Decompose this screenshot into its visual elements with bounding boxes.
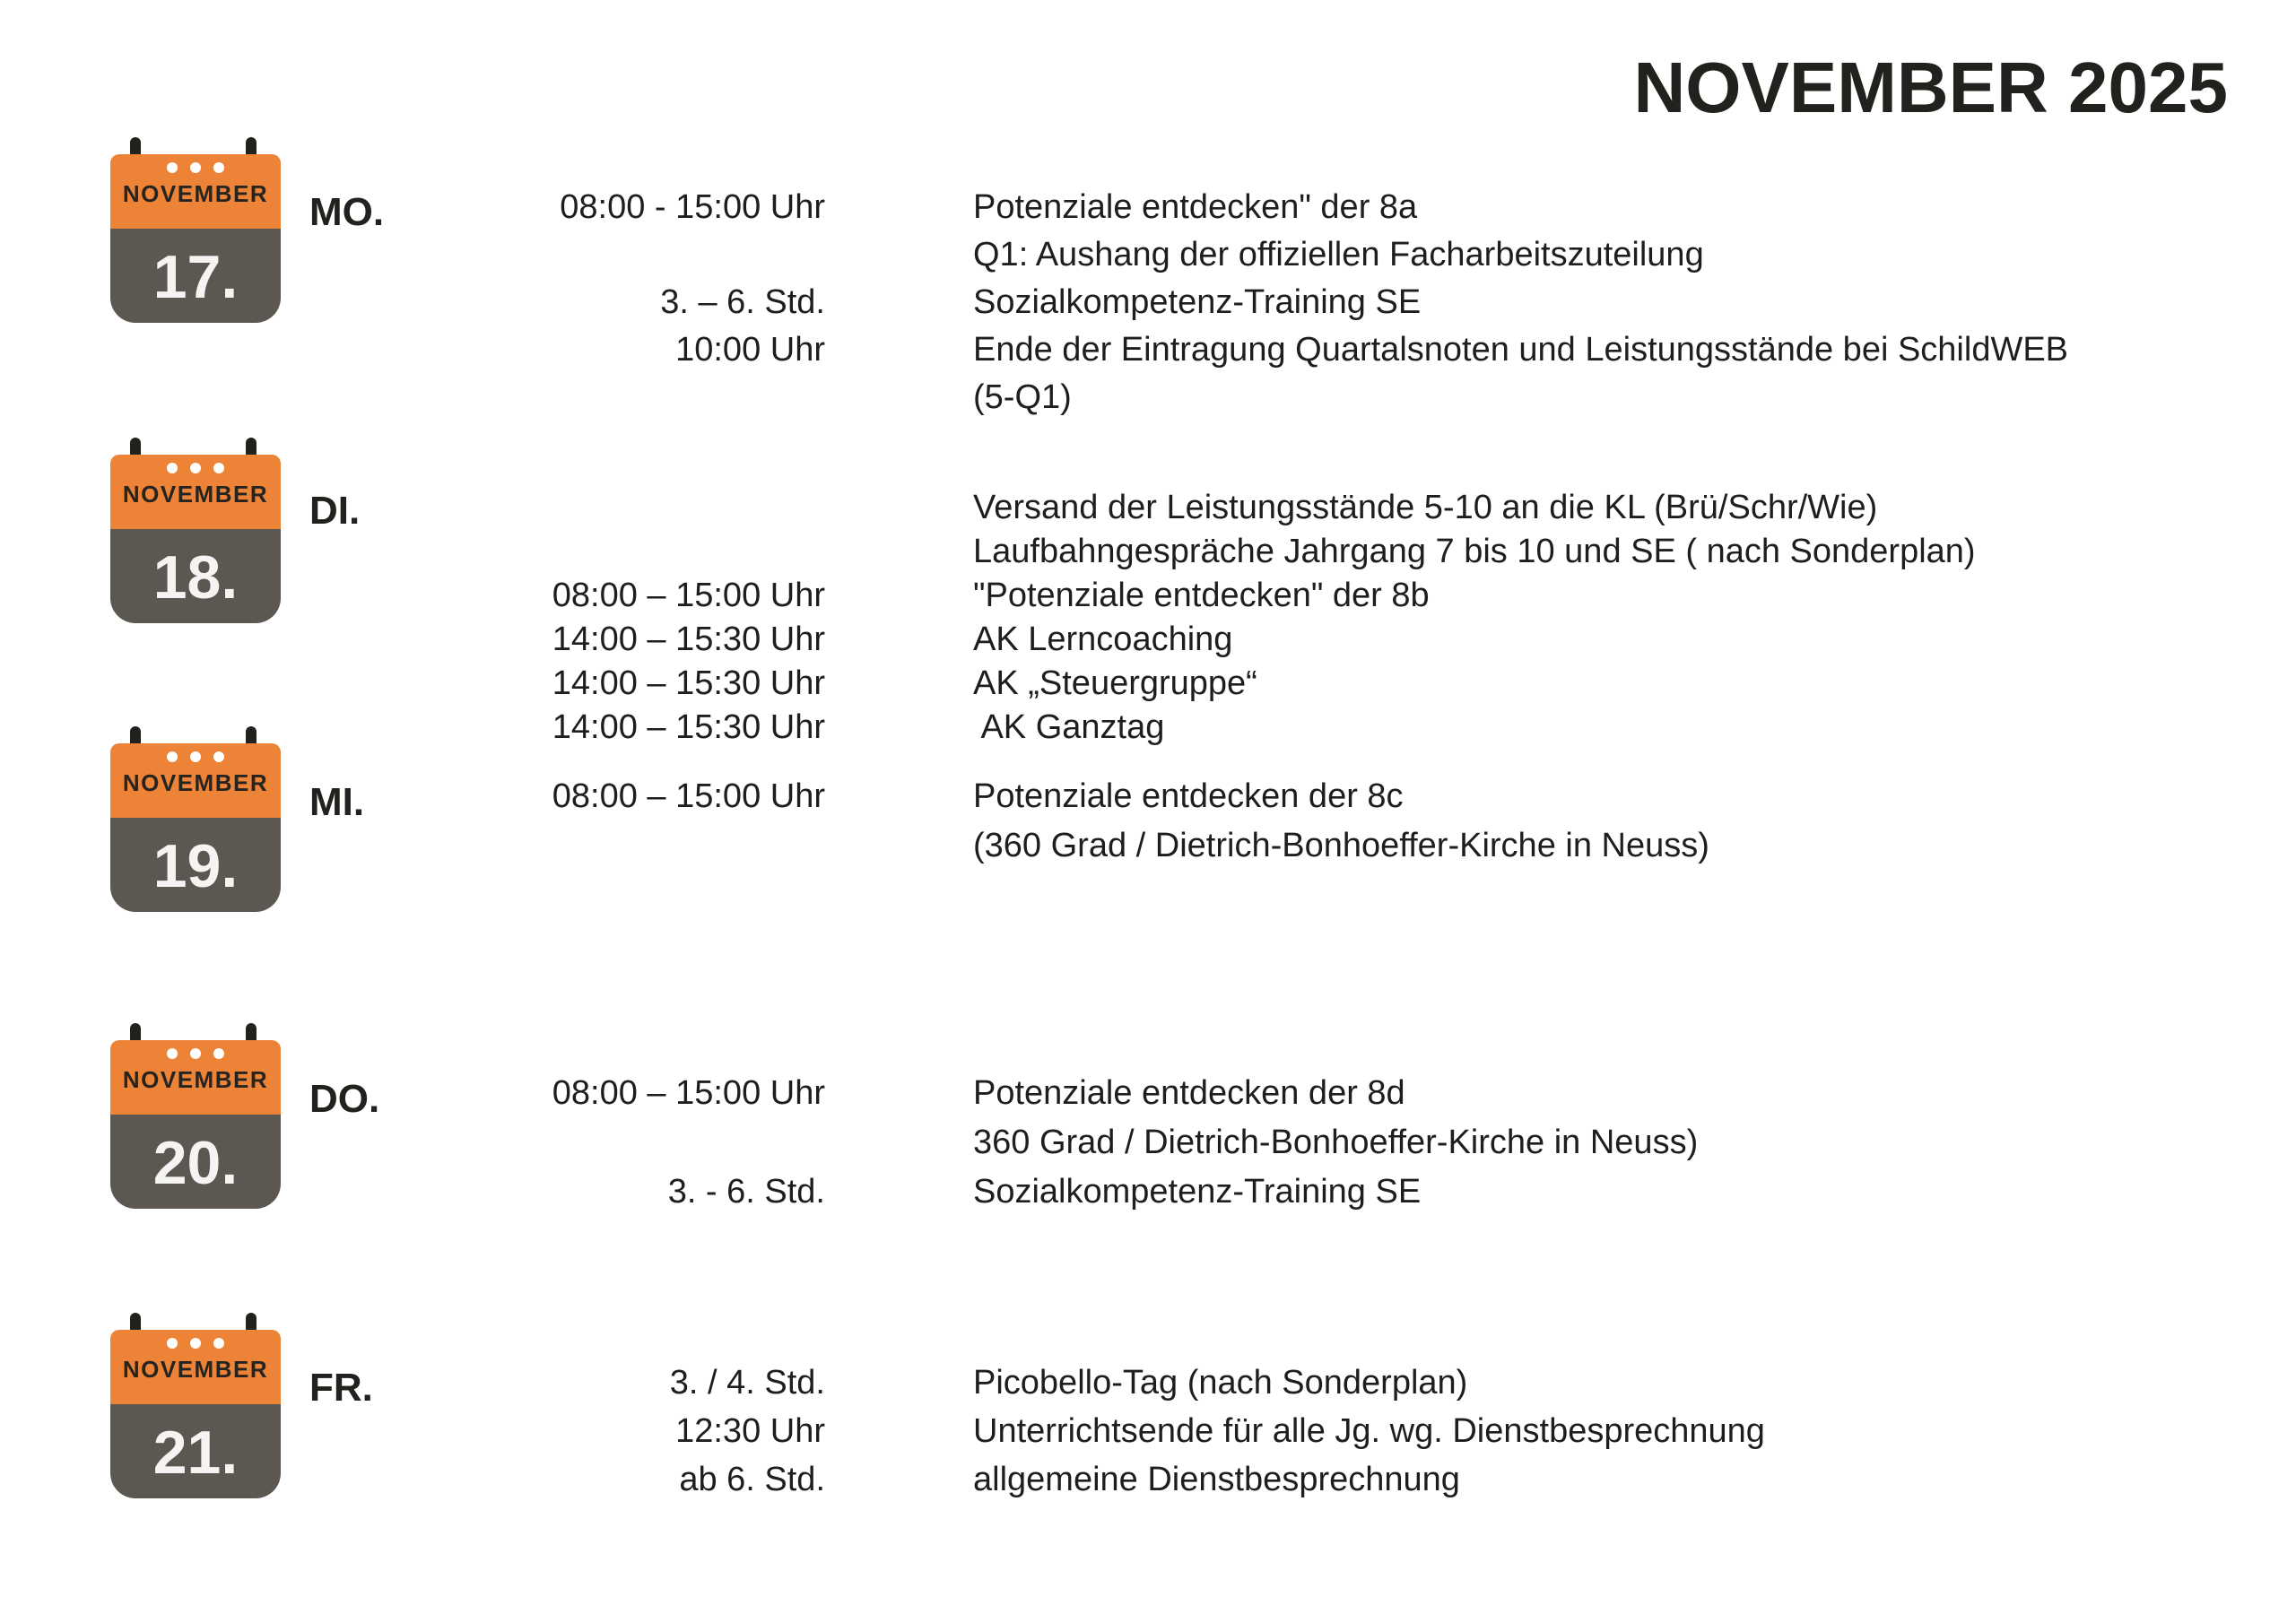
- time-label: 08:00 - 15:00 Uhr: [560, 188, 825, 226]
- weekday-label: MO.: [309, 190, 385, 234]
- time-label: 3. - 6. Std.: [667, 1173, 825, 1211]
- calendar-icon: [110, 1313, 281, 1498]
- schedule-lines: [502, 188, 2068, 426]
- calendar-icon: [110, 726, 281, 912]
- page-title: NOVEMBER 2025: [1633, 48, 2228, 127]
- calendar-body: [110, 743, 281, 912]
- calendar-header: [110, 743, 281, 818]
- calendar-day-number: 18.: [110, 529, 281, 623]
- schedule-line: [502, 489, 1976, 533]
- schedule-line: [502, 708, 1976, 752]
- calendar-header: [110, 154, 281, 229]
- event-label: AK Ganztag: [973, 708, 1165, 746]
- calendar-day-number: 20.: [110, 1115, 281, 1209]
- schedule-line: [502, 283, 2068, 331]
- weekday-label: DO.: [309, 1077, 380, 1121]
- event-label: 360 Grad / Dietrich-Bonhoeffer-Kirche in Neuss): [973, 1124, 1699, 1161]
- calendar-month-label: NOVEMBER: [122, 1066, 269, 1093]
- time-label: 08:00 – 15:00 Uhr: [552, 577, 825, 614]
- calendar-icon: [110, 137, 281, 323]
- event-label: Potenziale entdecken" der 8a: [973, 188, 1418, 226]
- schedule-line: [502, 777, 1709, 827]
- schedule-line: [502, 1461, 1765, 1509]
- time-label: 08:00 – 15:00 Uhr: [552, 1074, 825, 1112]
- calendar-header: [110, 1330, 281, 1404]
- schedule-line: [502, 1124, 1698, 1173]
- time-label: 14:00 – 15:30 Uhr: [552, 621, 825, 658]
- calendar-header: [110, 455, 281, 529]
- calendar-dots-icon: [167, 463, 224, 473]
- schedule-lines: [502, 489, 1976, 752]
- event-label: (360 Grad / Dietrich-Bonhoeffer-Kirche in Neuss): [973, 827, 1709, 864]
- event-label: Versand der Leistungsstände 5-10 an die KL (Brü/Schr/Wie): [973, 489, 1878, 526]
- calendar-icon: [110, 438, 281, 623]
- event-label: Potenziale entdecken der 8d: [973, 1074, 1405, 1112]
- time-label: 3. / 4. Std.: [669, 1364, 825, 1402]
- calendar-month-label: NOVEMBER: [122, 769, 269, 796]
- calendar-header: [110, 1040, 281, 1115]
- calendar-body: [110, 154, 281, 323]
- schedule-line: [502, 577, 1976, 621]
- calendar-month-label: NOVEMBER: [122, 180, 269, 207]
- calendar-dots-icon: [167, 162, 224, 173]
- calendar-month-label: NOVEMBER: [122, 1356, 269, 1383]
- time-label: 14:00 – 15:30 Uhr: [552, 708, 825, 746]
- time-label: 10:00 Uhr: [675, 331, 825, 369]
- event-label: Unterrichtsende für alle Jg. wg. Dienstbesprechnung: [973, 1412, 1765, 1450]
- calendar-day-number: 17.: [110, 229, 281, 323]
- calendar-body: [110, 1330, 281, 1498]
- weekday-label: FR.: [309, 1366, 373, 1410]
- time-label: 12:30 Uhr: [675, 1412, 825, 1450]
- event-label: AK „Steuergruppe“: [973, 664, 1257, 702]
- schedule-lines: [502, 777, 1709, 876]
- schedule-line: [502, 827, 1709, 876]
- event-label: Q1: Aushang der offiziellen Facharbeitszuteilung: [973, 236, 1704, 273]
- calendar-day-number: 19.: [110, 818, 281, 912]
- calendar-body: [110, 1040, 281, 1209]
- calendar-month-label: NOVEMBER: [122, 481, 269, 508]
- calendar-dots-icon: [167, 1048, 224, 1059]
- schedule-line: [502, 378, 2068, 426]
- calendar-day-number: 21.: [110, 1404, 281, 1498]
- time-label: 08:00 – 15:00 Uhr: [552, 777, 825, 815]
- schedule-line: [502, 236, 2068, 283]
- schedule-line: [502, 1412, 1765, 1461]
- schedule-line: [502, 331, 2068, 378]
- event-label: Laufbahngespräche Jahrgang 7 bis 10 und SE ( nach Sonderplan): [973, 533, 1976, 570]
- weekday-label: MI.: [309, 780, 365, 824]
- schedule-line: [502, 188, 2068, 236]
- event-label: Ende der Eintragung Quartalsnoten und Leistungsstände bei SchildWEB: [973, 331, 2069, 369]
- schedule-line: [502, 664, 1976, 708]
- time-label: 14:00 – 15:30 Uhr: [552, 664, 825, 702]
- event-label: Sozialkompetenz-Training SE: [973, 283, 1422, 321]
- calendar-dots-icon: [167, 751, 224, 762]
- event-label: allgemeine Dienstbesprechnung: [973, 1461, 1460, 1498]
- calendar-icon: [110, 1023, 281, 1209]
- schedule-lines: [502, 1364, 1765, 1509]
- calendar-body: [110, 455, 281, 623]
- event-label: Picobello-Tag (nach Sonderplan): [973, 1364, 1468, 1402]
- schedule-line: [502, 621, 1976, 664]
- schedule-line: [502, 1173, 1698, 1222]
- time-label: ab 6. Std.: [679, 1461, 825, 1498]
- schedule-line: [502, 1364, 1765, 1412]
- event-label: "Potenziale entdecken" der 8b: [973, 577, 1430, 614]
- event-label: Potenziale entdecken der 8c: [973, 777, 1404, 815]
- schedule-line: [502, 1074, 1698, 1124]
- schedule-lines: [502, 1074, 1698, 1222]
- event-label: (5-Q1): [973, 378, 1072, 416]
- event-label: AK Lerncoaching: [973, 621, 1233, 658]
- event-label: Sozialkompetenz-Training SE: [973, 1173, 1422, 1211]
- calendar-dots-icon: [167, 1338, 224, 1349]
- time-label: 3. – 6. Std.: [660, 283, 825, 321]
- schedule-line: [502, 533, 1976, 577]
- weekday-label: DI.: [309, 489, 361, 533]
